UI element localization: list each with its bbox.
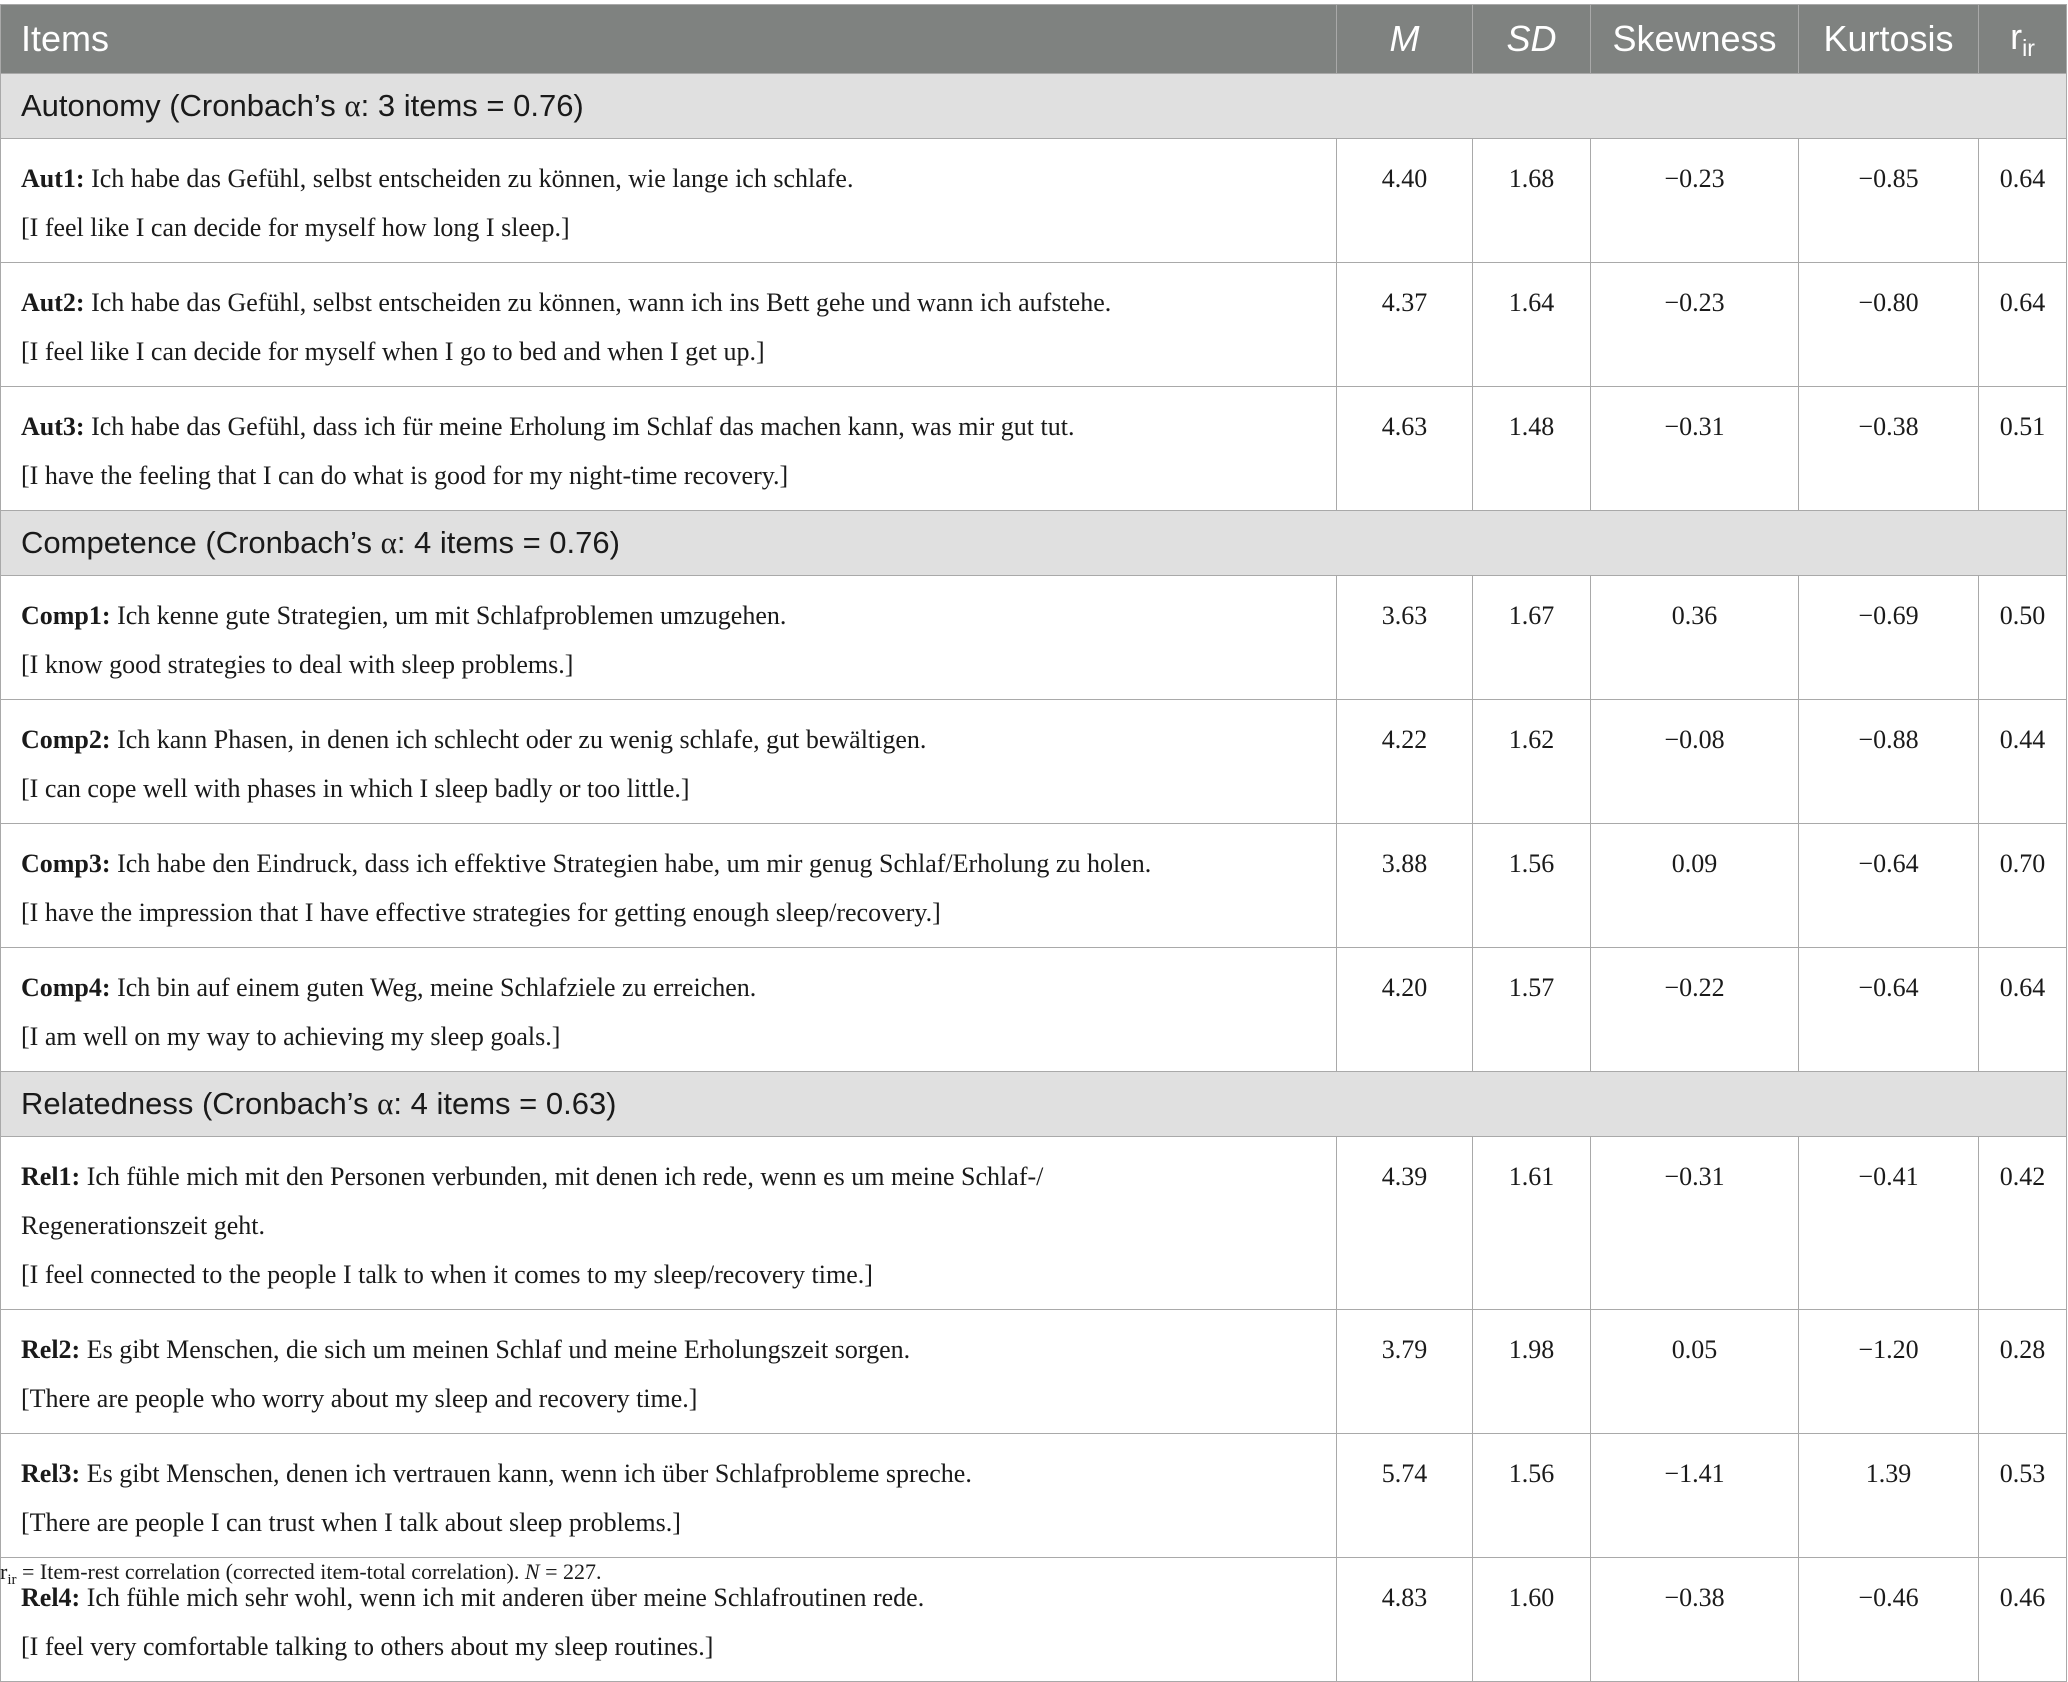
item-text-cell — [1, 700, 1337, 824]
section-title-pre: Competence (Cronbach’s — [21, 525, 381, 560]
footnote-r: r — [0, 1559, 8, 1584]
table-row — [1, 1137, 2067, 1310]
section-title-post: : 4 items = 0.76) — [396, 525, 620, 560]
cell-sd: 1.98 — [1473, 1310, 1591, 1434]
cell-rir: 0.70 — [1979, 824, 2067, 948]
cell-rir: 0.64 — [1979, 139, 2067, 263]
item-text-cell — [1, 139, 1337, 263]
item-english-text: [There are people I can trust when I talk about sleep problems.] — [21, 1508, 681, 1537]
table-row — [1, 948, 2067, 1072]
item-german-line — [21, 591, 1324, 640]
footnote-n-value: = 227. — [539, 1559, 602, 1584]
cell-kurtosis: −0.38 — [1799, 387, 1979, 511]
cell-sd: 1.48 — [1473, 387, 1591, 511]
cell-rir: 0.46 — [1979, 1558, 2067, 1682]
cell-rir: 0.53 — [1979, 1434, 2067, 1558]
alpha-symbol: α — [377, 1086, 394, 1121]
cell-sd: 1.56 — [1473, 824, 1591, 948]
item-german-text: Ich bin auf einem guten Weg, meine Schlafziele zu erreichen. — [110, 973, 757, 1002]
item-english-text: [I have the feeling that I can do what is good for my night-time recovery.] — [21, 461, 789, 490]
cell-skewness: 0.05 — [1591, 1310, 1799, 1434]
col-header-kurtosis: Kurtosis — [1799, 5, 1979, 74]
alpha-symbol: α — [344, 88, 361, 123]
item-german-text: Ich fühle mich sehr wohl, wenn ich mit anderen über meine Schlafroutinen rede. — [80, 1583, 925, 1612]
item-english-text: [I feel like I can decide for myself when I go to bed and when I get up.] — [21, 337, 765, 366]
item-german-line — [21, 715, 1324, 764]
section-title-pre: Relatedness (Cronbach’s — [21, 1086, 378, 1121]
item-german-text: Es gibt Menschen, die sich um meinen Schlaf und meine Erholungszeit sorgen. — [80, 1335, 911, 1364]
footnote-n-label: N — [524, 1559, 540, 1584]
item-code: Rel2: — [21, 1335, 81, 1364]
item-text-cell — [1, 1310, 1337, 1434]
item-text-cell — [1, 387, 1337, 511]
item-code: Comp1: — [21, 601, 111, 630]
table-row — [1, 824, 2067, 948]
item-text-cell — [1, 1434, 1337, 1558]
item-german-line — [21, 1449, 1324, 1498]
item-english-text: [I feel connected to the people I talk to when it comes to my sleep/recovery time.] — [21, 1260, 873, 1289]
item-code: Comp4: — [21, 973, 111, 1002]
item-english-text: [I feel like I can decide for myself how long I sleep.] — [21, 213, 570, 242]
section-row — [1, 74, 2067, 139]
cell-m: 4.22 — [1337, 700, 1473, 824]
item-german-text: Ich habe das Gefühl, selbst entscheiden zu können, wann ich ins Bett gehe und wann ich aufstehe. — [84, 288, 1112, 317]
table-row — [1, 139, 2067, 263]
item-german-line — [21, 154, 1324, 203]
table-row — [1, 1434, 2067, 1558]
section-title-post: : 4 items = 0.63) — [393, 1086, 617, 1121]
item-code: Comp3: — [21, 849, 111, 878]
item-text-cell — [1, 948, 1337, 1072]
table-row — [1, 576, 2067, 700]
cell-sd: 1.64 — [1473, 263, 1591, 387]
cell-sd: 1.67 — [1473, 576, 1591, 700]
cell-m: 4.63 — [1337, 387, 1473, 511]
item-english-text: [I am well on my way to achieving my sleep goals.] — [21, 1022, 561, 1051]
col-header-m: M — [1337, 5, 1473, 74]
item-german-text: Ich fühle mich mit den Personen verbunden, mit denen ich rede, wenn es um meine Schlaf-/ — [80, 1162, 1044, 1191]
cell-kurtosis: −1.20 — [1799, 1310, 1979, 1434]
item-code: Aut3: — [21, 412, 85, 441]
cell-kurtosis: −0.88 — [1799, 700, 1979, 824]
item-code: Rel1: — [21, 1162, 81, 1191]
cell-skewness: −0.23 — [1591, 263, 1799, 387]
item-german-text: Ich kann Phasen, in denen ich schlecht oder zu wenig schlafe, gut bewältigen. — [110, 725, 927, 754]
table-row — [1, 263, 2067, 387]
cell-skewness: −0.31 — [1591, 1137, 1799, 1310]
cell-rir: 0.51 — [1979, 387, 2067, 511]
cell-m: 3.88 — [1337, 824, 1473, 948]
cell-kurtosis: −0.80 — [1799, 263, 1979, 387]
section-title-pre: Autonomy (Cronbach’s — [21, 88, 345, 123]
cell-sd: 1.61 — [1473, 1137, 1591, 1310]
col-header-rir — [1979, 5, 2067, 74]
item-code: Rel3: — [21, 1459, 81, 1488]
cell-skewness: −0.08 — [1591, 700, 1799, 824]
cell-m: 4.83 — [1337, 1558, 1473, 1682]
cell-m: 3.63 — [1337, 576, 1473, 700]
item-english-text: [I have the impression that I have effective strategies for getting enough sleep/recovery.] — [21, 898, 941, 927]
cell-sd: 1.68 — [1473, 139, 1591, 263]
cell-kurtosis: −0.69 — [1799, 576, 1979, 700]
col-header-skewness: Skewness — [1591, 5, 1799, 74]
item-code: Aut1: — [21, 164, 85, 193]
cell-rir: 0.64 — [1979, 263, 2067, 387]
cell-skewness: 0.36 — [1591, 576, 1799, 700]
item-german-line — [21, 1325, 1324, 1374]
footnote-text: = Item-rest correlation (corrected item-total correlation). — [16, 1559, 525, 1584]
cell-rir: 0.50 — [1979, 576, 2067, 700]
item-german-line — [21, 402, 1324, 451]
item-code: Rel4: — [21, 1583, 81, 1612]
section-row — [1, 511, 2067, 576]
cell-rir: 0.64 — [1979, 948, 2067, 1072]
footnote-subscript: ir — [7, 1572, 17, 1588]
cell-skewness: −0.22 — [1591, 948, 1799, 1072]
section-title — [1, 511, 2067, 576]
item-text-cell — [1, 824, 1337, 948]
col-header-sd: SD — [1473, 5, 1591, 74]
section-row — [1, 1072, 2067, 1137]
cell-rir: 0.28 — [1979, 1310, 2067, 1434]
cell-skewness: −0.23 — [1591, 139, 1799, 263]
col-header-items: Items — [1, 5, 1337, 74]
cell-rir: 0.42 — [1979, 1137, 2067, 1310]
item-german-text: Ich kenne gute Strategien, um mit Schlafproblemen umzugehen. — [110, 601, 787, 630]
cell-skewness: 0.09 — [1591, 824, 1799, 948]
section-title — [1, 74, 2067, 139]
cell-sd: 1.62 — [1473, 700, 1591, 824]
cell-m: 5.74 — [1337, 1434, 1473, 1558]
item-german-text: Es gibt Menschen, denen ich vertrauen kann, wenn ich über Schlafprobleme spreche. — [80, 1459, 972, 1488]
item-german-line — [21, 963, 1324, 1012]
item-english-text: [I feel very comfortable talking to others about my sleep routines.] — [21, 1632, 714, 1661]
item-text-cell — [1, 1137, 1337, 1310]
cell-kurtosis: −0.64 — [1799, 948, 1979, 1072]
item-english-text: [There are people who worry about my sleep and recovery time.] — [21, 1384, 698, 1413]
alpha-symbol: α — [380, 525, 397, 560]
section-title-post: : 3 items = 0.76) — [360, 88, 584, 123]
cell-m: 4.37 — [1337, 263, 1473, 387]
header-row — [1, 5, 2067, 74]
cell-skewness: −0.38 — [1591, 1558, 1799, 1682]
item-german-text: Ich habe den Eindruck, dass ich effektive Strategien habe, um mir genug Schlaf/Erholung zu holen. — [110, 849, 1152, 878]
cell-sd: 1.56 — [1473, 1434, 1591, 1558]
cell-m: 4.39 — [1337, 1137, 1473, 1310]
cell-kurtosis: −0.85 — [1799, 139, 1979, 263]
rir-subscript: ir — [2022, 35, 2035, 61]
table-row — [1, 700, 2067, 824]
cell-sd: 1.60 — [1473, 1558, 1591, 1682]
item-code: Aut2: — [21, 288, 85, 317]
cell-skewness: −1.41 — [1591, 1434, 1799, 1558]
cell-sd: 1.57 — [1473, 948, 1591, 1072]
cell-m: 3.79 — [1337, 1310, 1473, 1434]
item-english-text: [I know good strategies to deal with sleep problems.] — [21, 650, 574, 679]
cell-kurtosis: −0.41 — [1799, 1137, 1979, 1310]
item-german-text: Ich habe das Gefühl, dass ich für meine Erholung im Schlaf das machen kann, was mir gut tut. — [84, 412, 1075, 441]
cell-kurtosis: −0.46 — [1799, 1558, 1979, 1682]
item-text-cell — [1, 263, 1337, 387]
item-english-text: [I can cope well with phases in which I sleep badly or too little.] — [21, 774, 690, 803]
cell-m: 4.40 — [1337, 139, 1473, 263]
item-german-text-cont: Regenerationszeit geht. — [21, 1211, 266, 1240]
table-footnote — [0, 1559, 602, 1589]
cell-m: 4.20 — [1337, 948, 1473, 1072]
cell-kurtosis: −0.64 — [1799, 824, 1979, 948]
item-german-line — [21, 839, 1324, 888]
table-container — [0, 4, 2066, 1682]
section-title — [1, 1072, 2067, 1137]
table-row — [1, 1310, 2067, 1434]
item-german-line — [21, 1152, 1324, 1201]
cell-skewness: −0.31 — [1591, 387, 1799, 511]
cell-kurtosis: 1.39 — [1799, 1434, 1979, 1558]
item-statistics-table — [0, 4, 2067, 1682]
item-text-cell — [1, 576, 1337, 700]
item-german-line — [21, 278, 1324, 327]
cell-rir: 0.44 — [1979, 700, 2067, 824]
item-german-text: Ich habe das Gefühl, selbst entscheiden zu können, wie lange ich schlafe. — [84, 164, 854, 193]
rir-base: r — [2010, 16, 2023, 57]
item-code: Comp2: — [21, 725, 111, 754]
table-row — [1, 387, 2067, 511]
